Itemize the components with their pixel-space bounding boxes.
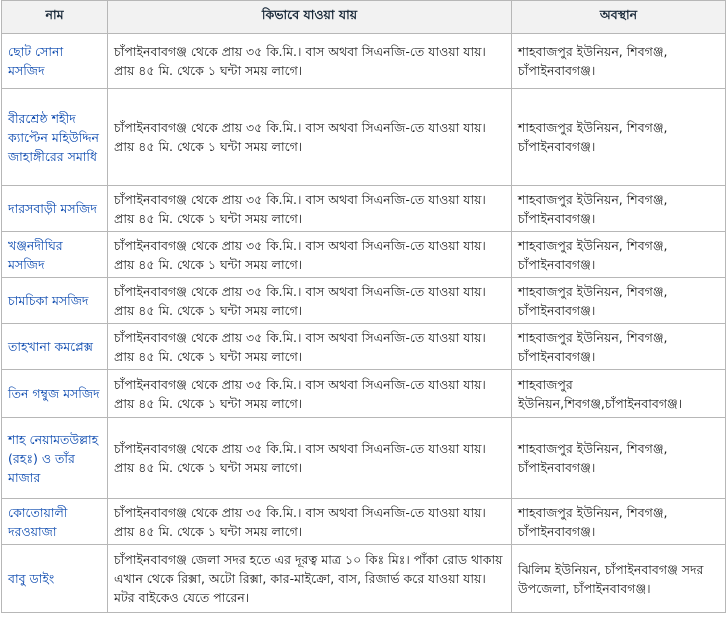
how-to-go-cell: চাঁপাইনবাবগঞ্জ থেকে প্রায় ৩৫ কি.মি.। বাস অথবা সিএনজি-তে যাওয়া যায়। প্রায় ৪৫ মি. থেকে ১ ঘন্টা সময় লাগে। (108, 499, 512, 545)
place-name-link[interactable]: তাহখানা কমপ্লেক্স (8, 339, 93, 354)
place-name-cell (2, 232, 108, 278)
table-row (2, 370, 726, 418)
place-name-cell (2, 545, 108, 613)
table-row (2, 89, 726, 186)
table-row (2, 499, 726, 545)
location-cell: শাহবাজপুর ইউনিয়ন, শিবগঞ্জ, চাঁপাইনবাবগঞ্জ। (512, 418, 726, 499)
table-row (2, 186, 726, 232)
table-row (2, 34, 726, 89)
how-to-go-cell: চাঁপাইনবাবগঞ্জ থেকে প্রায় ৩৫ কি.মি.। বাস অথবা সিএনজি-তে যাওয়া যায়। প্রায় ৪৫ মি. থেকে ১ ঘন্টা সময় লাগে। (108, 370, 512, 418)
how-to-go-cell: চাঁপাইনবাবগঞ্জ জেলা সদর হতে এর দূরত্ব মাত্র ১০ কিঃ মিঃ। পাঁকা রোড থাকায় এখান থেকে রিক্সা, অটো রিক্সা, কার-মাইক্রো, বাস, রিজার্ভ করে যাওয়া যায়। মটর বাইকেও যেতে পারেন। (108, 545, 512, 613)
table-row (2, 232, 726, 278)
location-cell: শাহবাজপুর ইউনিয়ন, শিবগঞ্জ, চাঁপাইনবাবগঞ্জ। (512, 186, 726, 232)
place-name-cell (2, 278, 108, 324)
how-to-go-cell: চাঁপাইনবাবগঞ্জ থেকে প্রায় ৩৫ কি.মি.। বাস অথবা সিএনজি-তে যাওয়া যায়। প্রায় ৪৫ মি. থেকে ১ ঘন্টা সময় লাগে। (108, 34, 512, 89)
place-name-link[interactable]: ছোট সোনা মসজিদ (8, 44, 64, 78)
place-name-link[interactable]: খঞ্জনদীঘির মসজিদ (8, 237, 63, 272)
header-location: অবস্থান (512, 1, 726, 34)
place-name-cell (2, 499, 108, 545)
location-cell: শাহবাজপুর ইউনিয়ন, শিবগঞ্জ, চাঁপাইনবাবগঞ্জ। (512, 34, 726, 89)
location-cell: শাহবাজপুর ইউনিয়ন, শিবগঞ্জ, চাঁপাইনবাবগঞ্জ। (512, 499, 726, 545)
how-to-go-cell: চাঁপাইনবাবগঞ্জ থেকে প্রায় ৩৫ কি.মি.। বাস অথবা সিএনজি-তে যাওয়া যায়। প্রায় ৪৫ মি. থেকে ১ ঘন্টা সময় লাগে। (108, 278, 512, 324)
place-name-link[interactable]: কোতোয়ালী দরওয়াজা (8, 504, 68, 539)
location-cell: শাহবাজপুর ইউনিয়ন, শিবগঞ্জ, চাঁপাইনবাবগঞ্জ। (512, 278, 726, 324)
place-name-link[interactable]: বীরশ্রেষ্ঠ শহীদ ক্যাপ্টেন মহিউদ্দিন জাহাঙ্গীরের সমাধি (8, 110, 99, 164)
place-name-cell (2, 370, 108, 418)
table-row (2, 545, 726, 613)
location-cell: শাহবাজপুর ইউনিয়ন, শিবগঞ্জ, চাঁপাইনবাবগঞ্জ। (512, 324, 726, 370)
place-name-cell (2, 89, 108, 186)
how-to-go-cell: চাঁপাইনবাবগঞ্জ থেকে প্রায় ৩৫ কি.মি.। বাস অথবা সিএনজি-তে যাওয়া যায়। প্রায় ৪৫ মি. থেকে ১ ঘন্টা সময় লাগে। (108, 324, 512, 370)
place-name-cell (2, 186, 108, 232)
how-to-go-cell: চাঁপাইনবাবগঞ্জ থেকে প্রায় ৩৫ কি.মি.। বাস অথবা সিএনজি-তে যাওয়া যায়। প্রায় ৪৫ মি. থেকে ১ ঘন্টা সময় লাগে। (108, 89, 512, 186)
place-name-cell (2, 324, 108, 370)
place-name-cell (2, 34, 108, 89)
places-table (1, 0, 726, 613)
how-to-go-cell: চাঁপাইনবাবগঞ্জ থেকে প্রায় ৩৫ কি.মি.। বাস অথবা সিএনজি-তে যাওয়া যায়। প্রায় ৪৫ মি. থেকে ১ ঘন্টা সময় লাগে। (108, 186, 512, 232)
table-row (2, 324, 726, 370)
location-cell: শাহবাজপুর ইউনিয়ন, শিবগঞ্জ, চাঁপাইনবাবগঞ্জ। (512, 89, 726, 186)
header-name: নাম (2, 1, 108, 34)
table-row (2, 278, 726, 324)
place-name-link[interactable]: শাহ নেয়ামতউল্লাহ (রহঃ) ও তাঁর মাজার (8, 431, 99, 485)
location-cell: শাহবাজপুর ইউনিয়ন,শিবগঞ্জ,চাঁপাইনবাবগঞ্জ। (512, 370, 726, 418)
place-name-link[interactable]: তিন গম্বুজ মসজিদ (8, 386, 100, 401)
place-name-link[interactable]: চামচিকা মসজিদ (8, 293, 89, 308)
table-row (2, 418, 726, 499)
header-how-to-go: কিভাবে যাওয়া যায় (108, 1, 512, 34)
how-to-go-cell: চাঁপাইনবাবগঞ্জ থেকে প্রায় ৩৫ কি.মি.। বাস অথবা সিএনজি-তে যাওয়া যায়। প্রায় ৪৫ মি. থেকে ১ ঘন্টা সময় লাগে। (108, 232, 512, 278)
place-name-link[interactable]: বাবু ডাইং (8, 571, 55, 586)
location-cell: ঝিলিম ইউনিয়ন, চাঁপাইনবাবগঞ্জ সদর উপজেলা, চাঁপাইনবাবগঞ্জ। (512, 545, 726, 613)
header-row (2, 1, 726, 34)
how-to-go-cell: চাঁপাইনবাবগঞ্জ থেকে প্রায় ৩৫ কি.মি.। বাস অথবা সিএনজি-তে যাওয়া যায়। প্রায় ৪৫ মি. থেকে ১ ঘন্টা সময় লাগে। (108, 418, 512, 499)
place-name-link[interactable]: দারসবাড়ী মসজিদ (8, 201, 97, 216)
place-name-cell (2, 418, 108, 499)
location-cell: শাহবাজপুর ইউনিয়ন, শিবগঞ্জ, চাঁপাইনবাবগঞ্জ। (512, 232, 726, 278)
